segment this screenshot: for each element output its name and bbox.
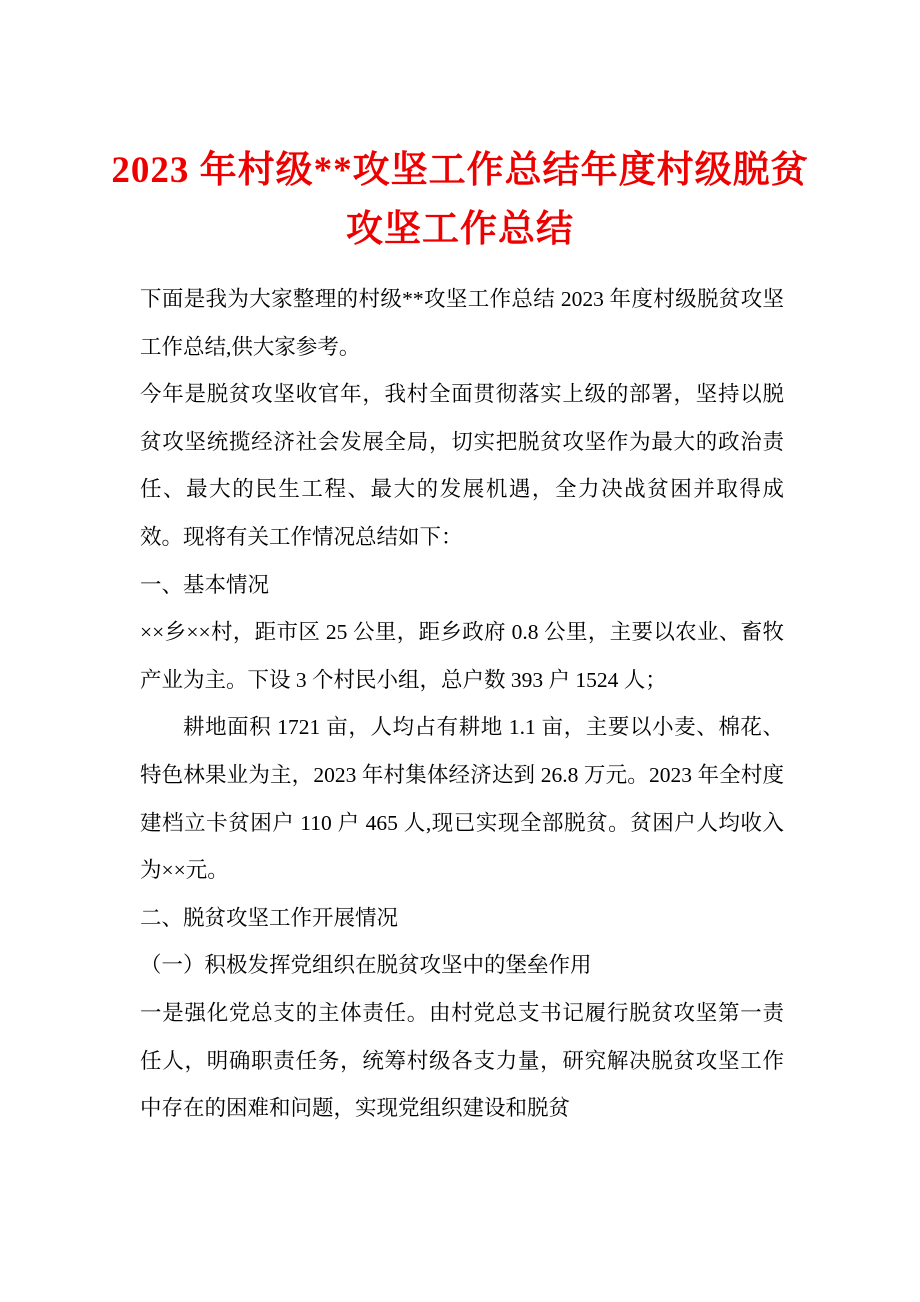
paragraph: 下面是我为大家整理的村级**攻坚工作总结 2023 年度村级脱贫攻坚工作总结,供大家参考。	[140, 287, 784, 359]
document-title	[105, 0, 815, 259]
document-title-line-1: 2023 年村级**攻坚工作总结年度村级脱贫	[111, 150, 809, 191]
paragraph: ××乡××村，距市区 25 公里，距乡政府 0.8 公里，主要以农业、畜牧产业为主。下设 3 个村民小组，总户数 393 户 1524 人；	[140, 620, 784, 692]
paragraph: 一是强化党总支的主体责任。由村党总支书记履行脱贫攻坚第一责任人，明确职责任务，统筹村级各支力量，研究解决脱贫攻坚工作中存在的困难和问题，实现党组织建设和脱贫	[140, 1000, 784, 1121]
document-body	[140, 276, 784, 1133]
section-heading: 一、基本情况	[140, 572, 270, 597]
section-heading: 二、脱贫攻坚工作开展情况	[140, 905, 399, 930]
section-heading: （一）积极发挥党组织在脱贫攻坚中的堡垒作用	[140, 953, 592, 978]
paragraph: 今年是脱贫攻坚收官年，我村全面贯彻落实上级的部署，坚持以脱贫攻坚统揽经济社会发展全局，切实把脱贫攻坚作为最大的政治责任、最大的民生工程、最大的发展机遇，全力决战贫困并取得成效。现将有关工作情况总结如下：	[140, 382, 784, 549]
document-title-line-2: 攻坚工作总结	[346, 209, 574, 250]
paragraph: 耕地面积 1721 亩，人均占有耕地 1.1 亩，主要以小麦、棉花、特色林果业为主，2023 年村集体经济达到 26.8 万元。2023 年全村度建档立卡贫困户 110 户 465 人,现已实现全部脱贫。贫困户人均收入为××元。	[140, 715, 784, 883]
